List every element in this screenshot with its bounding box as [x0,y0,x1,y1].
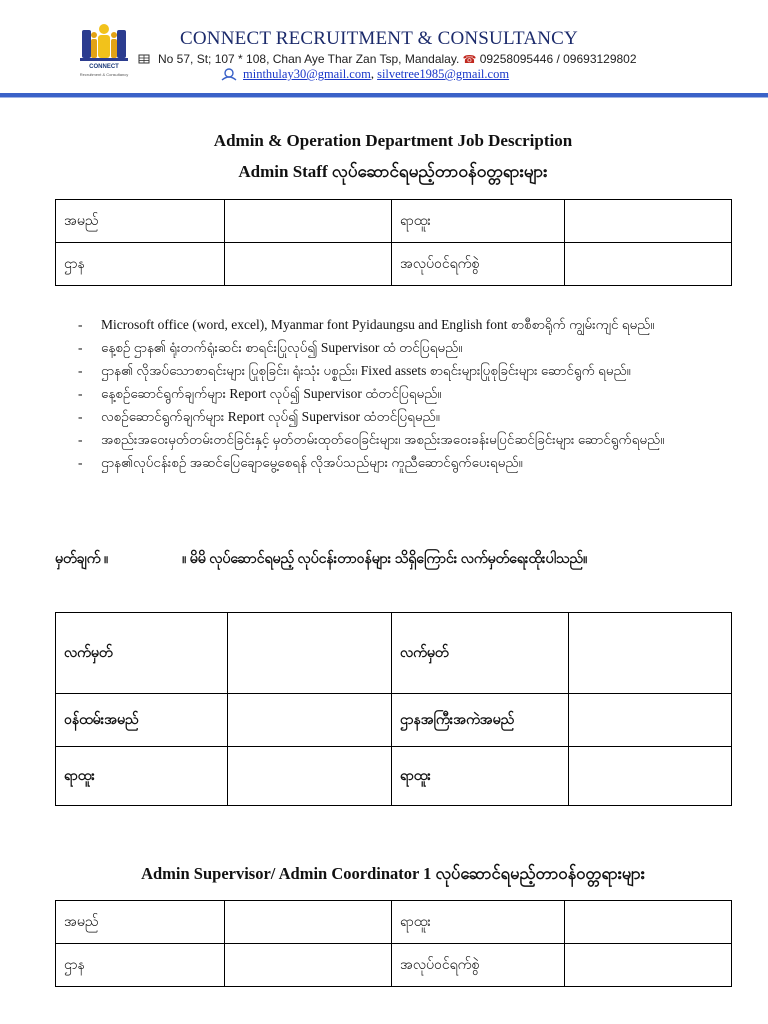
table-row [56,901,732,944]
name-label: အမည် [56,200,225,243]
list-item: - လစဉ်ဆောင်ရွက်ချက်များ Report လုပ်၍ Supervisor ထံတင်ပြရမည်။ [78,405,732,428]
telephone-icon: ☎ [462,54,477,66]
letterhead [0,0,768,100]
email-separator: , [370,67,378,81]
dept-head-name-label: ဌာနအကြီးအကဲအမည် [392,694,569,747]
list-item: - Microsoft office (word, excel), Myanmar font Pyidaungsu and English font စာစီစာရိုက် ကျွမ်းကျင် ရမည်။ [78,313,732,336]
note-label: မှတ်ချက် ။ [55,552,109,567]
acknowledgement-note [55,549,587,570]
logo-subtext: Recruitment & Consultancy [79,72,129,77]
name-field[interactable] [225,901,392,944]
email-link-2[interactable]: silvetree1985@gmail.com [377,67,510,81]
list-item: - နေ့စဉ်ဆောင်ရွက်ချက်များ Report လုပ်၍ Supervisor ထံတင်ပြရမည်။ [78,382,732,405]
signature-field-right[interactable] [569,613,732,694]
signature-table [55,612,732,806]
signature-label-right: လက်မှတ် [392,613,569,694]
start-date-field[interactable] [565,944,732,987]
position-field-left[interactable] [228,747,392,806]
start-date-field[interactable] [565,243,732,286]
dept-head-name-field[interactable] [569,694,732,747]
list-item: - ဌာန၏ လိုအပ်သောစာရင်းများ ပြုစုခြင်း၊ ရုံးသုံး ပစ္စည်း၊ Fixed assets စာရင်းများပြုစုခြင်းများ ဆောင်ရွက် ရမည်။ [78,359,732,382]
table-row [56,747,732,806]
address-line [138,52,637,66]
department-label: ဌာန [56,243,225,286]
signature-field-left[interactable] [228,613,392,694]
employee-info-table [55,199,732,286]
list-item: - ဌာန၏လုပ်ငန်းစဉ် အဆင်ပြေချောမွေ့စေရန် လိုအပ်သည်များ ကူညီဆောင်ရွက်ပေးရမည်။ [78,451,732,474]
address-text: No 57, St; 107 * 108, Chan Aye Thar Zan Tsp, Mandalay. [158,52,460,66]
position-label: ရာထူး [392,901,565,944]
table-row [56,694,732,747]
start-date-label: အလုပ်ဝင်ရက်စွဲ [392,243,565,286]
building-icon [138,54,150,64]
department-field[interactable] [225,243,392,286]
table-row [56,243,732,286]
table-row [56,613,732,694]
name-field[interactable] [225,200,392,243]
company-logo [76,22,132,82]
note-text: ။ မိမိ လုပ်ဆောင်ရမည့် လုပ်ငန်းတာဝန်များ သိရှိကြောင်း လက်မှတ်ရေးထိုးပါသည်။ [182,552,588,567]
start-date-label: အလုပ်ဝင်ရက်စွဲ [392,944,565,987]
name-label: အမည် [56,901,225,944]
list-item: - အစည်းအဝေးမှတ်တမ်းတင်ခြင်းနှင့် မှတ်တမ်းထုတ်ဝေခြင်းများ၊ အစည်းအဝေးခန်းမပြင်ဆင်ခြင်းများ ဆောင်ရွက်ရမည်။ [78,428,732,451]
position-field[interactable] [565,901,732,944]
table-row [56,200,732,243]
position-label-left: ရာထူး [56,747,228,806]
position-label: ရာထူး [392,200,565,243]
admin-staff-title: Admin Staff လုပ်ဆောင်ရမည့်တာဝန်ဝတ္တရားများ [238,162,548,181]
list-item: - နေ့စဉ် ဌာန၏ ရုံးတက်ရုံးဆင်း စာရင်းပြုလုပ်၍ Supervisor ထံ တင်ပြရမည်။ [78,336,732,359]
phone-numbers: 09258095446 / 09693129802 [479,52,637,66]
company-name: CONNECT RECRUITMENT & CONSULTANCY [180,28,578,49]
duties-list [78,313,732,474]
logo-text: CONNECT [89,64,119,70]
department-title: Admin & Operation Department Job Description [213,131,573,150]
supervisor-info-table [55,900,732,987]
contact-email-icon [221,68,237,81]
header-divider-thin [0,97,768,98]
department-label: ဌာန [56,944,225,987]
position-field-right[interactable] [569,747,732,806]
employee-name-label: ဝန်ထမ်းအမည် [56,694,228,747]
table-row [56,944,732,987]
employee-name-field[interactable] [228,694,392,747]
position-field[interactable] [565,200,732,243]
position-label-right: ရာထူး [392,747,569,806]
logo-figures-icon [76,22,132,66]
department-field[interactable] [225,944,392,987]
signature-label-left: လက်မှတ် [56,613,228,694]
supervisor-title: Admin Supervisor/ Admin Coordinator 1 လုပ်ဆောင်ရမည့်တာဝန်ဝတ္တရားများ [141,864,645,883]
email-line [243,67,509,82]
email-link-1[interactable]: minthulay30@gmail.com [243,67,371,81]
